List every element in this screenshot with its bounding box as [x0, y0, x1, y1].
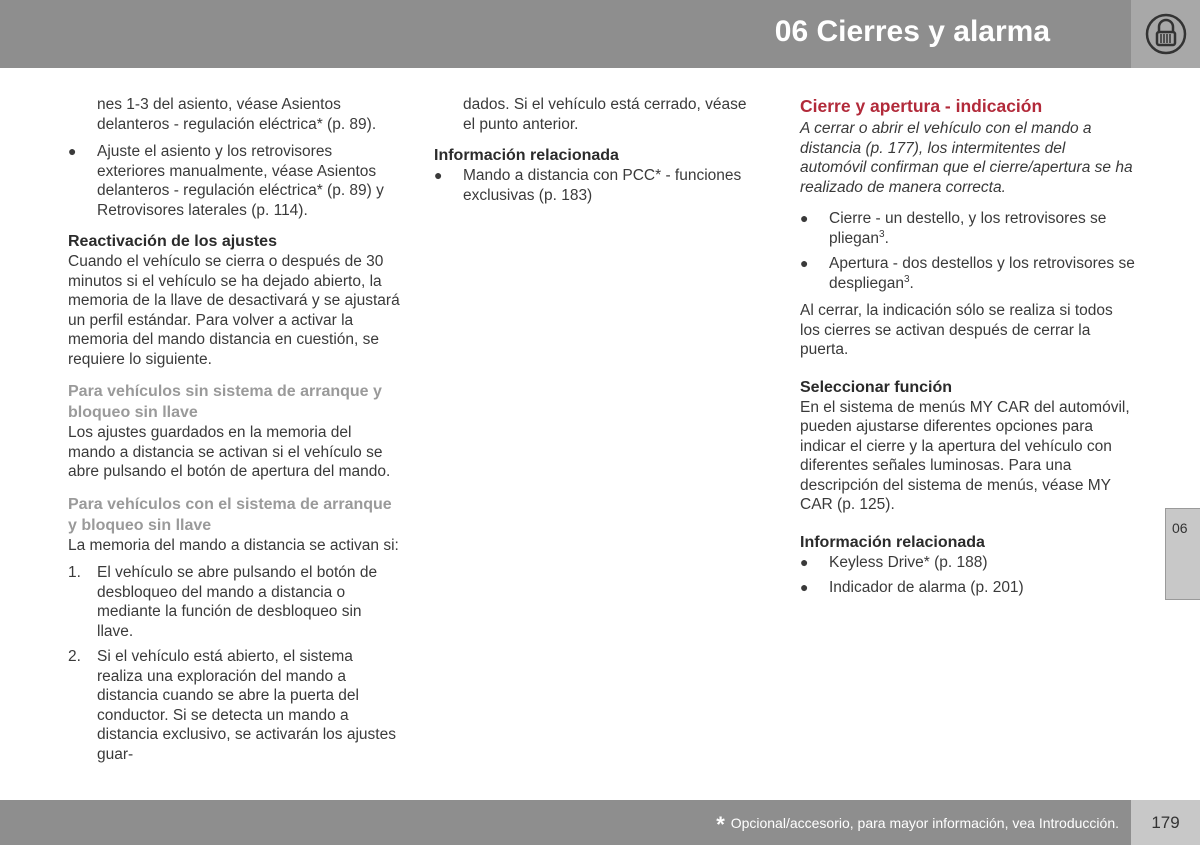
related-info-link[interactable] — [434, 166, 762, 205]
related-info-link[interactable] — [800, 578, 1135, 598]
chapter-title: 06 Cierres y alarma — [774, 15, 1050, 48]
bullet-icon: ● — [800, 255, 809, 271]
closing-paragraph: Al cerrar, la indicación sólo se realiza si todos los cierres se activan después de cerrar la puerta. — [800, 302, 1113, 358]
footnote-ref: 3 — [879, 228, 885, 240]
without-keyless-paragraph: Los ajustes guardados en la memoria del mando a distancia se activan si el vehículo se abre pulsando el botón de apertura del mando. — [68, 424, 391, 480]
list-item — [68, 142, 400, 220]
chapter-tab-label: 06 — [1172, 520, 1188, 536]
list-item-text: Apertura - dos destellos y los retrovisores se despliegan — [829, 255, 1135, 292]
subheading-with-keyless: Para vehículos con el sistema de arranque y bloqueo sin llave — [68, 495, 392, 534]
punctuation: . — [909, 274, 914, 292]
step-number: 1. — [68, 564, 81, 581]
numbered-step — [68, 647, 400, 764]
section-intro: A cerrar o abrir el vehículo con el mando a distancia (p. 177), los intermitentes del automóvil confirman que el cierre/apertura se ha realizado de manera correcta. — [800, 120, 1133, 196]
list-item-text: Cierre - un destello, y los retrovisores se pliegan — [829, 210, 1107, 247]
related-info-list — [800, 553, 1135, 598]
related-info-text: Mando a distancia con PCC* - funciones exclusivas (p. 183) — [463, 167, 742, 204]
bullet-list — [800, 209, 1135, 293]
select-function-heading: Seleccionar función — [800, 378, 953, 396]
asterisk-mark: * — [716, 812, 725, 837]
column-1 — [68, 95, 400, 772]
footnote-ref: 3 — [903, 273, 910, 285]
reactivation-paragraph: Cuando el vehículo se cierra o después de 30 minutos si el vehículo se ha dejado abierto, la memoria de la llave de desactivará y se ajustará un perfil estándar. Para volver a activar la memoria del mando distancia en cuestión, se requiere lo siguiente. — [68, 253, 400, 368]
list-item — [800, 254, 1135, 293]
related-info-heading: Información relacionada — [800, 533, 985, 551]
select-function-paragraph: En el sistema de menús MY CAR del automóvil, pueden ajustarse diferentes opciones para indicar el cierre y la apertura del vehículo con diferentes señales luminosas. Para una descripción del sistema de menús, véase MY CAR (p. 125). — [800, 398, 1130, 513]
page-header — [0, 0, 1131, 68]
page-footer — [0, 800, 1131, 845]
bullet-icon: ● — [800, 210, 809, 226]
bullet-icon: ● — [800, 553, 809, 570]
bullet-icon: ● — [800, 579, 809, 595]
punctuation: . — [884, 229, 889, 247]
step-text: El vehículo se abre pulsando el botón de desbloqueo del mando a distancia o mediante la función de desbloqueo sin llave. — [97, 564, 378, 640]
related-info-heading: Información relacionada — [434, 147, 619, 164]
related-info-list — [434, 166, 762, 205]
related-info-text: Keyless Drive* (p. 188) — [829, 553, 988, 571]
footer-note-text: Opcional/accesorio, para mayor información, vea Introducción. — [730, 815, 1119, 831]
bullet-list — [68, 142, 400, 220]
step-number: 2. — [68, 648, 81, 665]
column-2 — [434, 95, 762, 213]
list-item-text: Ajuste el asiento y los retrovisores exteriores manualmente, véase Asientos delanteros - regulación eléctrica* (p. 89) y Retrovisores laterales (p. 114). — [97, 143, 384, 219]
chapter-icon-box — [1131, 0, 1200, 68]
reactivation-heading: Reactivación de los ajustes — [68, 233, 277, 250]
numbered-list — [68, 563, 400, 764]
section-title: Cierre y apertura - indicación — [800, 96, 1043, 116]
with-keyless-paragraph: La memoria del mando a distancia se activan si: — [68, 536, 399, 554]
related-info-link[interactable] — [800, 553, 1135, 573]
subheading-without-keyless: Para vehículos sin sistema de arranque y bloqueo sin llave — [68, 383, 382, 421]
continued-paragraph: nes 1-3 del asiento, véase Asientos delanteros - regulación eléctrica* (p. 89). — [97, 96, 377, 133]
step-text: Si el vehículo está abierto, el sistema realiza una exploración del mando a distancia cuando se abre la puerta del conductor. Si se detecta un mando a distancia exclusivo, se activarán los ajustes guar- — [97, 648, 396, 763]
chapter-tab — [1165, 508, 1200, 600]
page-number: 179 — [1131, 800, 1200, 845]
numbered-step — [68, 563, 400, 641]
bullet-icon: ● — [434, 167, 443, 183]
list-item — [800, 209, 1135, 248]
bullet-icon: ● — [68, 143, 77, 159]
related-info-text: Indicador de alarma (p. 201) — [829, 579, 1024, 596]
column-3 — [800, 95, 1135, 606]
footer-note — [716, 814, 1119, 835]
continued-paragraph: dados. Si el vehículo está cerrado, véase el punto anterior. — [463, 96, 747, 133]
padlock-icon — [1144, 12, 1188, 56]
